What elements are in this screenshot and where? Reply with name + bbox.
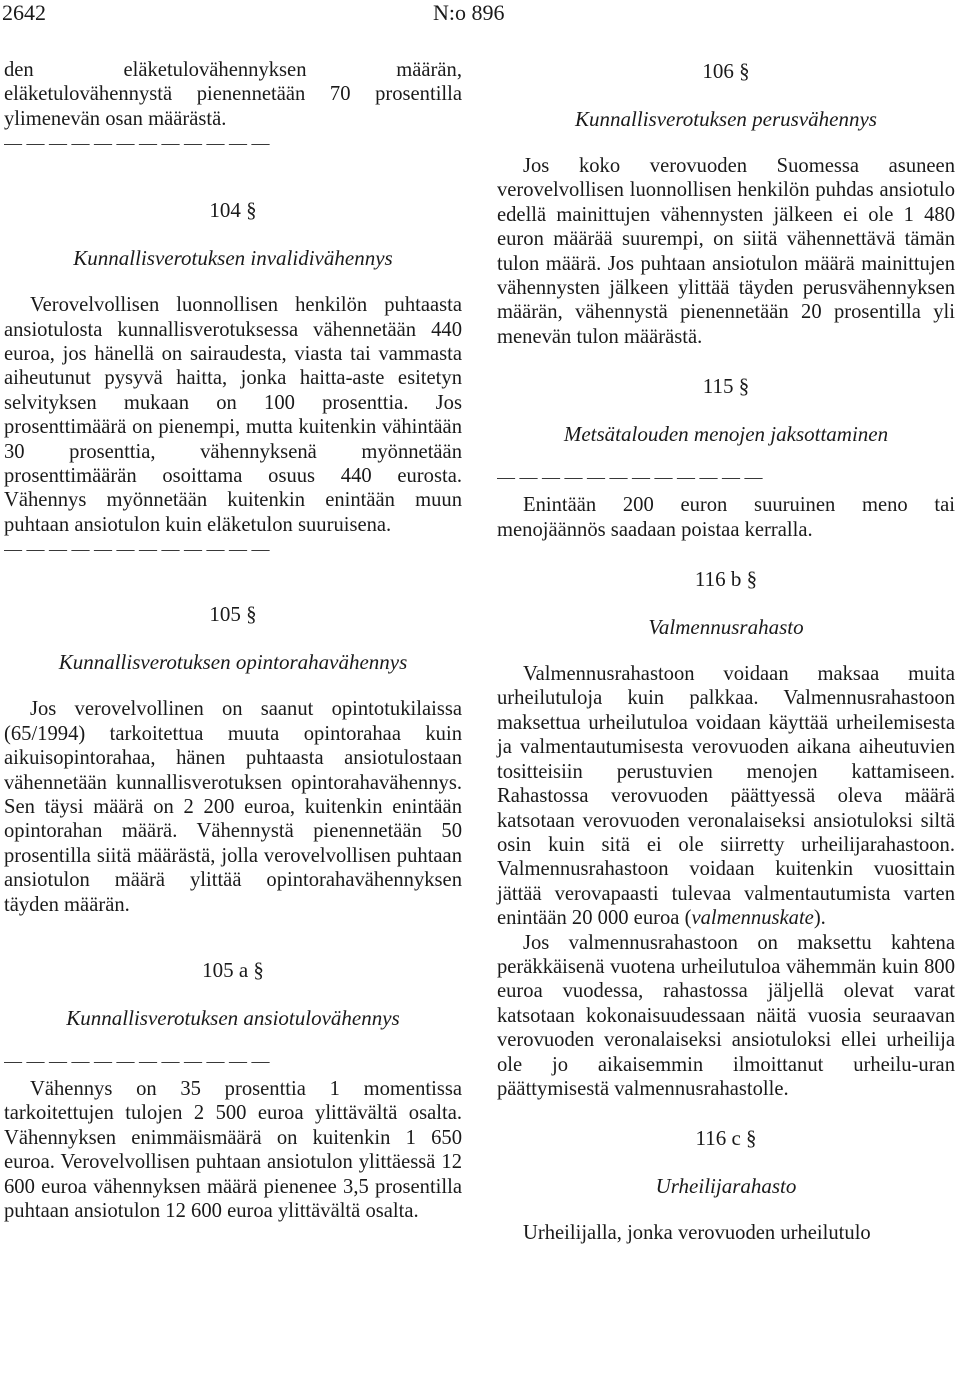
section-number-104: 104 § [209,198,257,223]
paragraph-continuation: den eläketulovähennyksen määrän, eläketulovähennystä pienennetään 70 prosentilla ylimenevän osan määrästä. [4,59,462,130]
section-text-116b-1 [497,662,955,930]
section-title-115: Metsätalouden menojen jaksottaminen [563,422,889,447]
section-number-106: 106 § [702,59,750,83]
page-number: 2642 [2,0,46,25]
defined-term: valmennuskate [691,907,814,930]
omission-dashes: — — — — — — — — — — — — [497,467,763,488]
section-title-104: Kunnallisverotuksen invalidivähennys [73,246,393,271]
document-number: N:o 896 [433,0,505,25]
section-text-116c: Urheilijalla, jonka verovuoden urheilutulo [523,1222,871,1245]
section-number-105a: 105 a § [202,957,264,982]
section-title-116b: Valmennusrahasto [648,615,804,640]
text-run: ). [813,907,826,930]
section-text-116b-2: Jos valmennusrahastoon on maksettu kahtena peräkkäisenä vuotena urheilutuloa vähemmän kuin 800 euroa vuodessa, rahastossa jäljellä olevat varat katsotaan kokonaisuudessaan näitä vuosia seuraavan verovuoden veronalaiseksi ansiotuloksi ellei urheilija ole jo aikaisemmin ilmoittanut urheilu-uran päättymisestä valmennusrahastolle. [497,931,955,1100]
omission-dashes: — — — — — — — — — — — — [4,1050,270,1071]
section-title-105: Kunnallisverotuksen opintorahavähennys [58,650,408,675]
section-number-116c: 116 c § [695,1126,757,1151]
section-title-105a: Kunnallisverotuksen ansiotulovähennys [66,1005,400,1030]
omission-dashes: — — — — — — — — — — — — [4,133,270,154]
section-text-104: Verovelvollisen luonnollisen henkilön puhtaasta ansiotulosta kunnallisverotuksessa vähennetään 440 euroa, jos hänellä on sairaudesta, viasta tai vammasta aiheutunut pysyvä haitta, jonka haitta-aste esitetyn selvityksen mukaan on 100 prosenttia. Jos prosenttimäärä on pienempi, mutta kuitenkin vähintään 30 prosenttia, vähennyksenä myönnetään prosenttimäärän osoittama osuus 440 eurosta. Vähennys myönnetään kuitenkin enintään muun puhtaan ansiotulon kuin eläketulon suuruisena. [4,294,462,536]
section-text-115: Enintään 200 euron suuruinen meno tai menojäännös saadaan poistaa kerralla. [497,494,955,541]
section-title-106: Kunnallisverotuksen perusvähennys [575,107,877,131]
left-column [4,58,462,1223]
right-column [497,58,955,1246]
section-number-116b: 116 b § [694,567,758,592]
text-run: Valmennusrahastoon voidaan maksaa muita urheilutuloja kuin palkkaa. Valmennusrahastoon maksettua urheilutuloa voidaan käyttää urheilemisesta ja valmentautumisesta verovuoden aikana aiheutuvien tositteisiin perustuvien menojen kattamiseen. Rahastossa verovuoden päättyessä oleva määrä katsotaan verovuoden veronalaiseksi ansiotuloksi siltä osin kuin sitä ei ole siirretty urheilijarahastoon. Valmennusrahastoon voidaan kuitenkin vuosittain jättää verovapaasti tulevaa valmentautumista varten enintään 20 000 euroa ( [497,663,955,930]
section-text-105a: Vähennys on 35 prosenttia 1 momentissa tarkoitettujen tulojen 2 500 euroa ylittävältä osalta. Vähennyksen enimmäismäärä on kuitenkin 1 650 euroa. Verovelvollisen puhtaan ansiotulon ylittäessä 12 600 euroa vähennyksen määrä pienenee 3,5 prosentilla puhtaan ansiotulon 12 600 euroa ylittävältä osalta. [4,1077,462,1222]
omission-dashes: — — — — — — — — — — — — [4,539,270,560]
section-number-105: 105 § [209,602,257,627]
section-text-106: Jos koko verovuoden Suomessa asuneen verovelvollisen luonnollisen henkilön puhdas ansiotulo edellä mainittujen vähennysten jälkeen ei ole 1 480 euron määrää suurempi, on siitä vähennettävä tämän tulon määrä. Jos puhtaan ansiotulon määrä mainittujen vähennysten jälkeen ylittää täyden perusvähennyksen määrän, vähennystä pienennetään 20 prosentilla yli menevän tulon määrästä. [497,155,955,348]
section-number-115: 115 § [702,374,750,399]
section-text-105: Jos verovelvollinen on saanut opintotukilaissa (65/1994) tarkoitettua muuta opintorahaa kuin aikuisopintorahaa, hänen puhtaasta ansiotulostaan vähennetään kunnallisverotuksen opintorahavähennys. Sen täysi määrä on 2 200 euroa, kuitenkin enintään opintorahan määrä. Vähennystä pienennetään 50 prosentilla siitä määrästä, jolla verovelvollisen puhtaan ansiotulon määrä ylittää opintorahavähennyksen täyden määrän. [4,698,462,916]
page-header [0,0,960,30]
section-title-116c: Urheilijarahasto [655,1174,797,1199]
